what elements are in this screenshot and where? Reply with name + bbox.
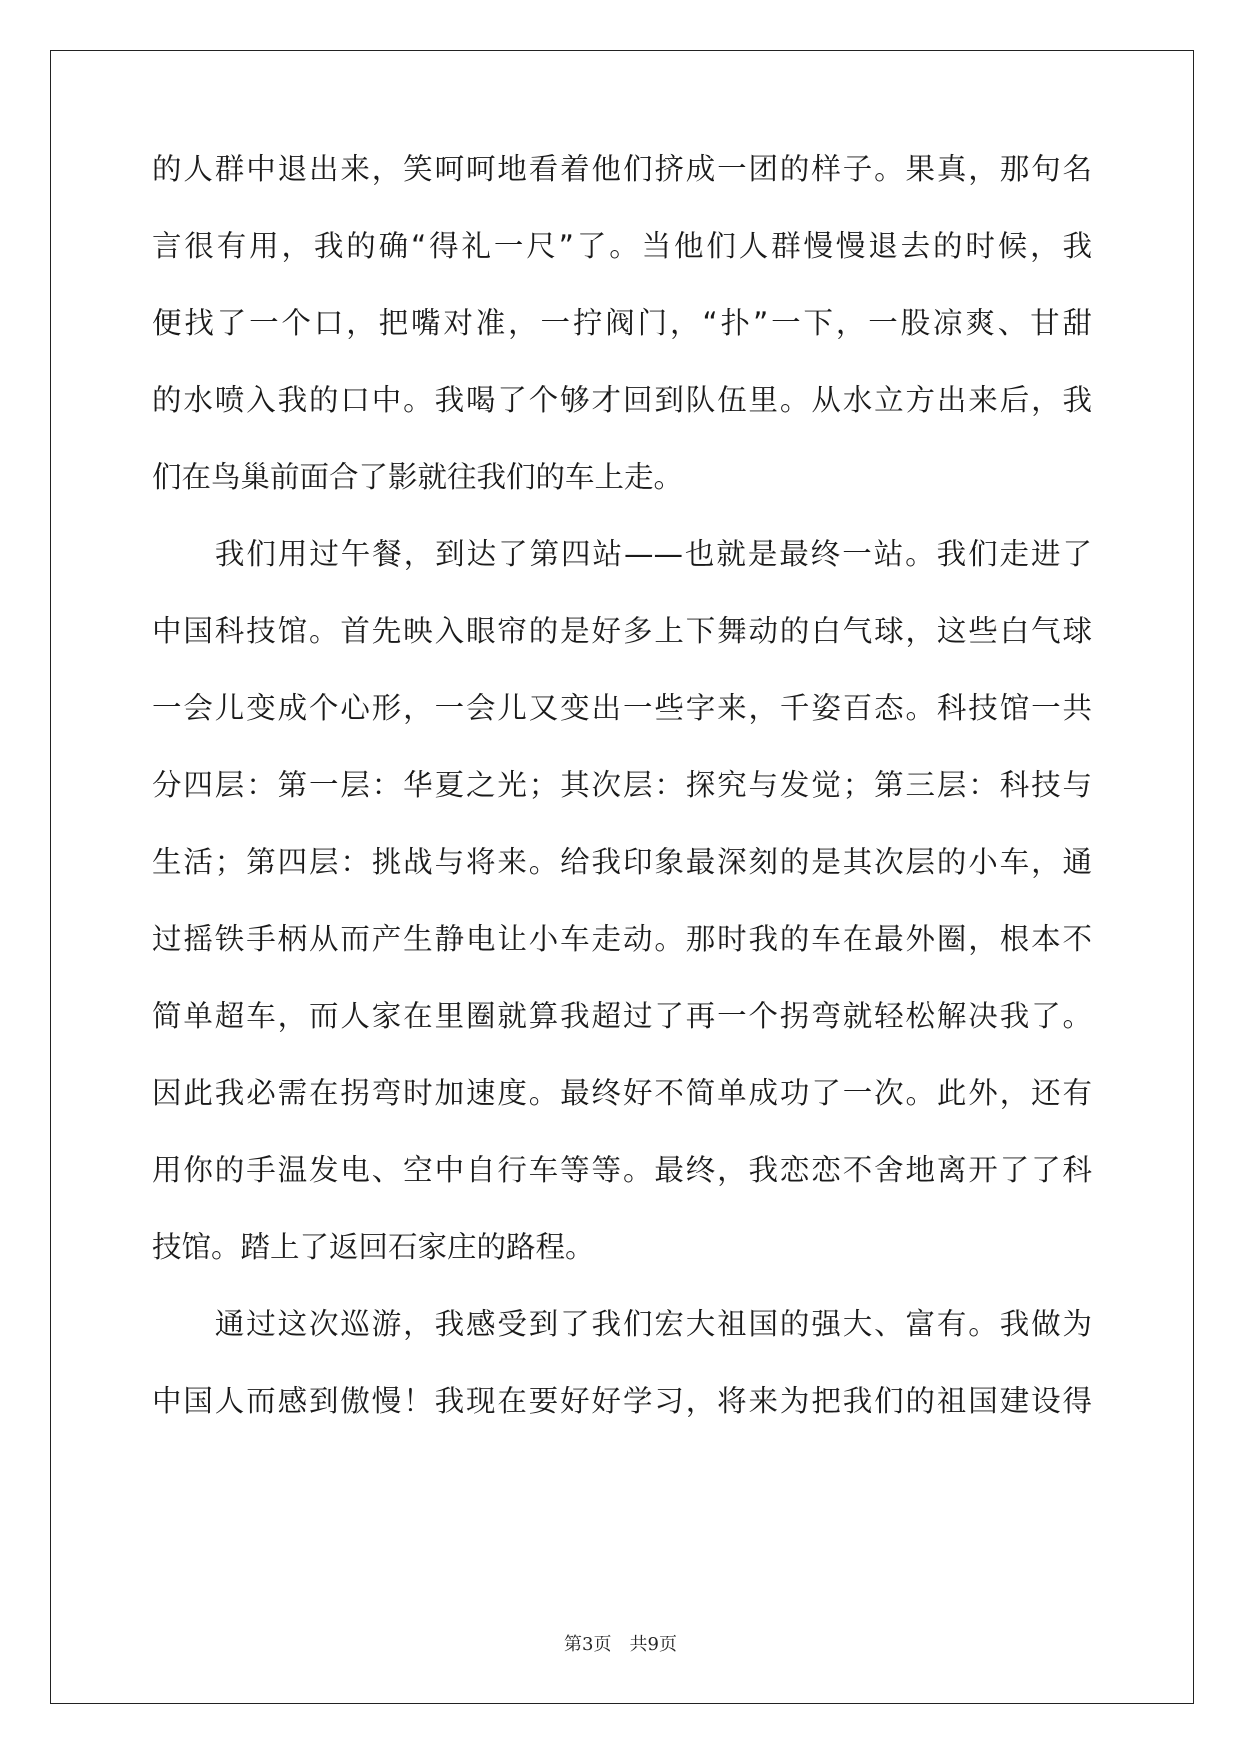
text-line: 中国科技馆。首先映入眼帘的是好多上下舞动的白气球，这些白气球 bbox=[152, 614, 1092, 648]
text-line: 们在鸟巢前面合了影就往我们的车上走。 bbox=[152, 460, 684, 494]
text-line: 技馆。踏上了返回石家庄的路程。 bbox=[152, 1230, 595, 1264]
text-line: 过摇铁手柄从而产生静电让小车走动。那时我的车在最外圈，根本不 bbox=[152, 922, 1092, 956]
text-line: 简单超车，而人家在里圈就算我超过了再一个拐弯就轻松解决我了。 bbox=[152, 999, 1092, 1033]
text-line: 用你的手温发电、空中自行车等等。最终，我恋恋不舍地离开了了科 bbox=[152, 1153, 1092, 1187]
text-line: 中国人而感到傲慢！我现在要好好学习，将来为把我们的祖国建设得 bbox=[152, 1384, 1092, 1418]
text-line: 便找了一个口，把嘴对准，一拧阀门，“扑”一下，一股凉爽、甘甜 bbox=[152, 306, 1092, 340]
page-number: 第3页 共9页 bbox=[564, 1634, 677, 1655]
text-line: 的人群中退出来，笑呵呵地看着他们挤成一团的样子。果真，那句名 bbox=[152, 152, 1092, 186]
text-line: 分四层：第一层：华夏之光；其次层：探究与发觉；第三层：科技与 bbox=[152, 768, 1092, 802]
text-line: 通过这次巡游，我感受到了我们宏大祖国的强大、富有。我做为 bbox=[152, 1307, 1092, 1341]
text-line: 言很有用，我的确“得礼一尺”了。当他们人群慢慢退去的时候，我 bbox=[152, 229, 1092, 263]
text-line: 的水喷入我的口中。我喝了个够才回到队伍里。从水立方出来后，我 bbox=[152, 383, 1092, 417]
text-line: 一会儿变成个心形，一会儿又变出一些字来，千姿百态。科技馆一共 bbox=[152, 691, 1092, 725]
text-line: 因此我必需在拐弯时加速度。最终好不简单成功了一次。此外，还有 bbox=[152, 1076, 1092, 1110]
text-line: 我们用过午餐，到达了第四站——也就是最终一站。我们走进了 bbox=[152, 537, 1092, 571]
text-line: 生活；第四层：挑战与将来。给我印象最深刻的是其次层的小车，通 bbox=[152, 845, 1092, 879]
